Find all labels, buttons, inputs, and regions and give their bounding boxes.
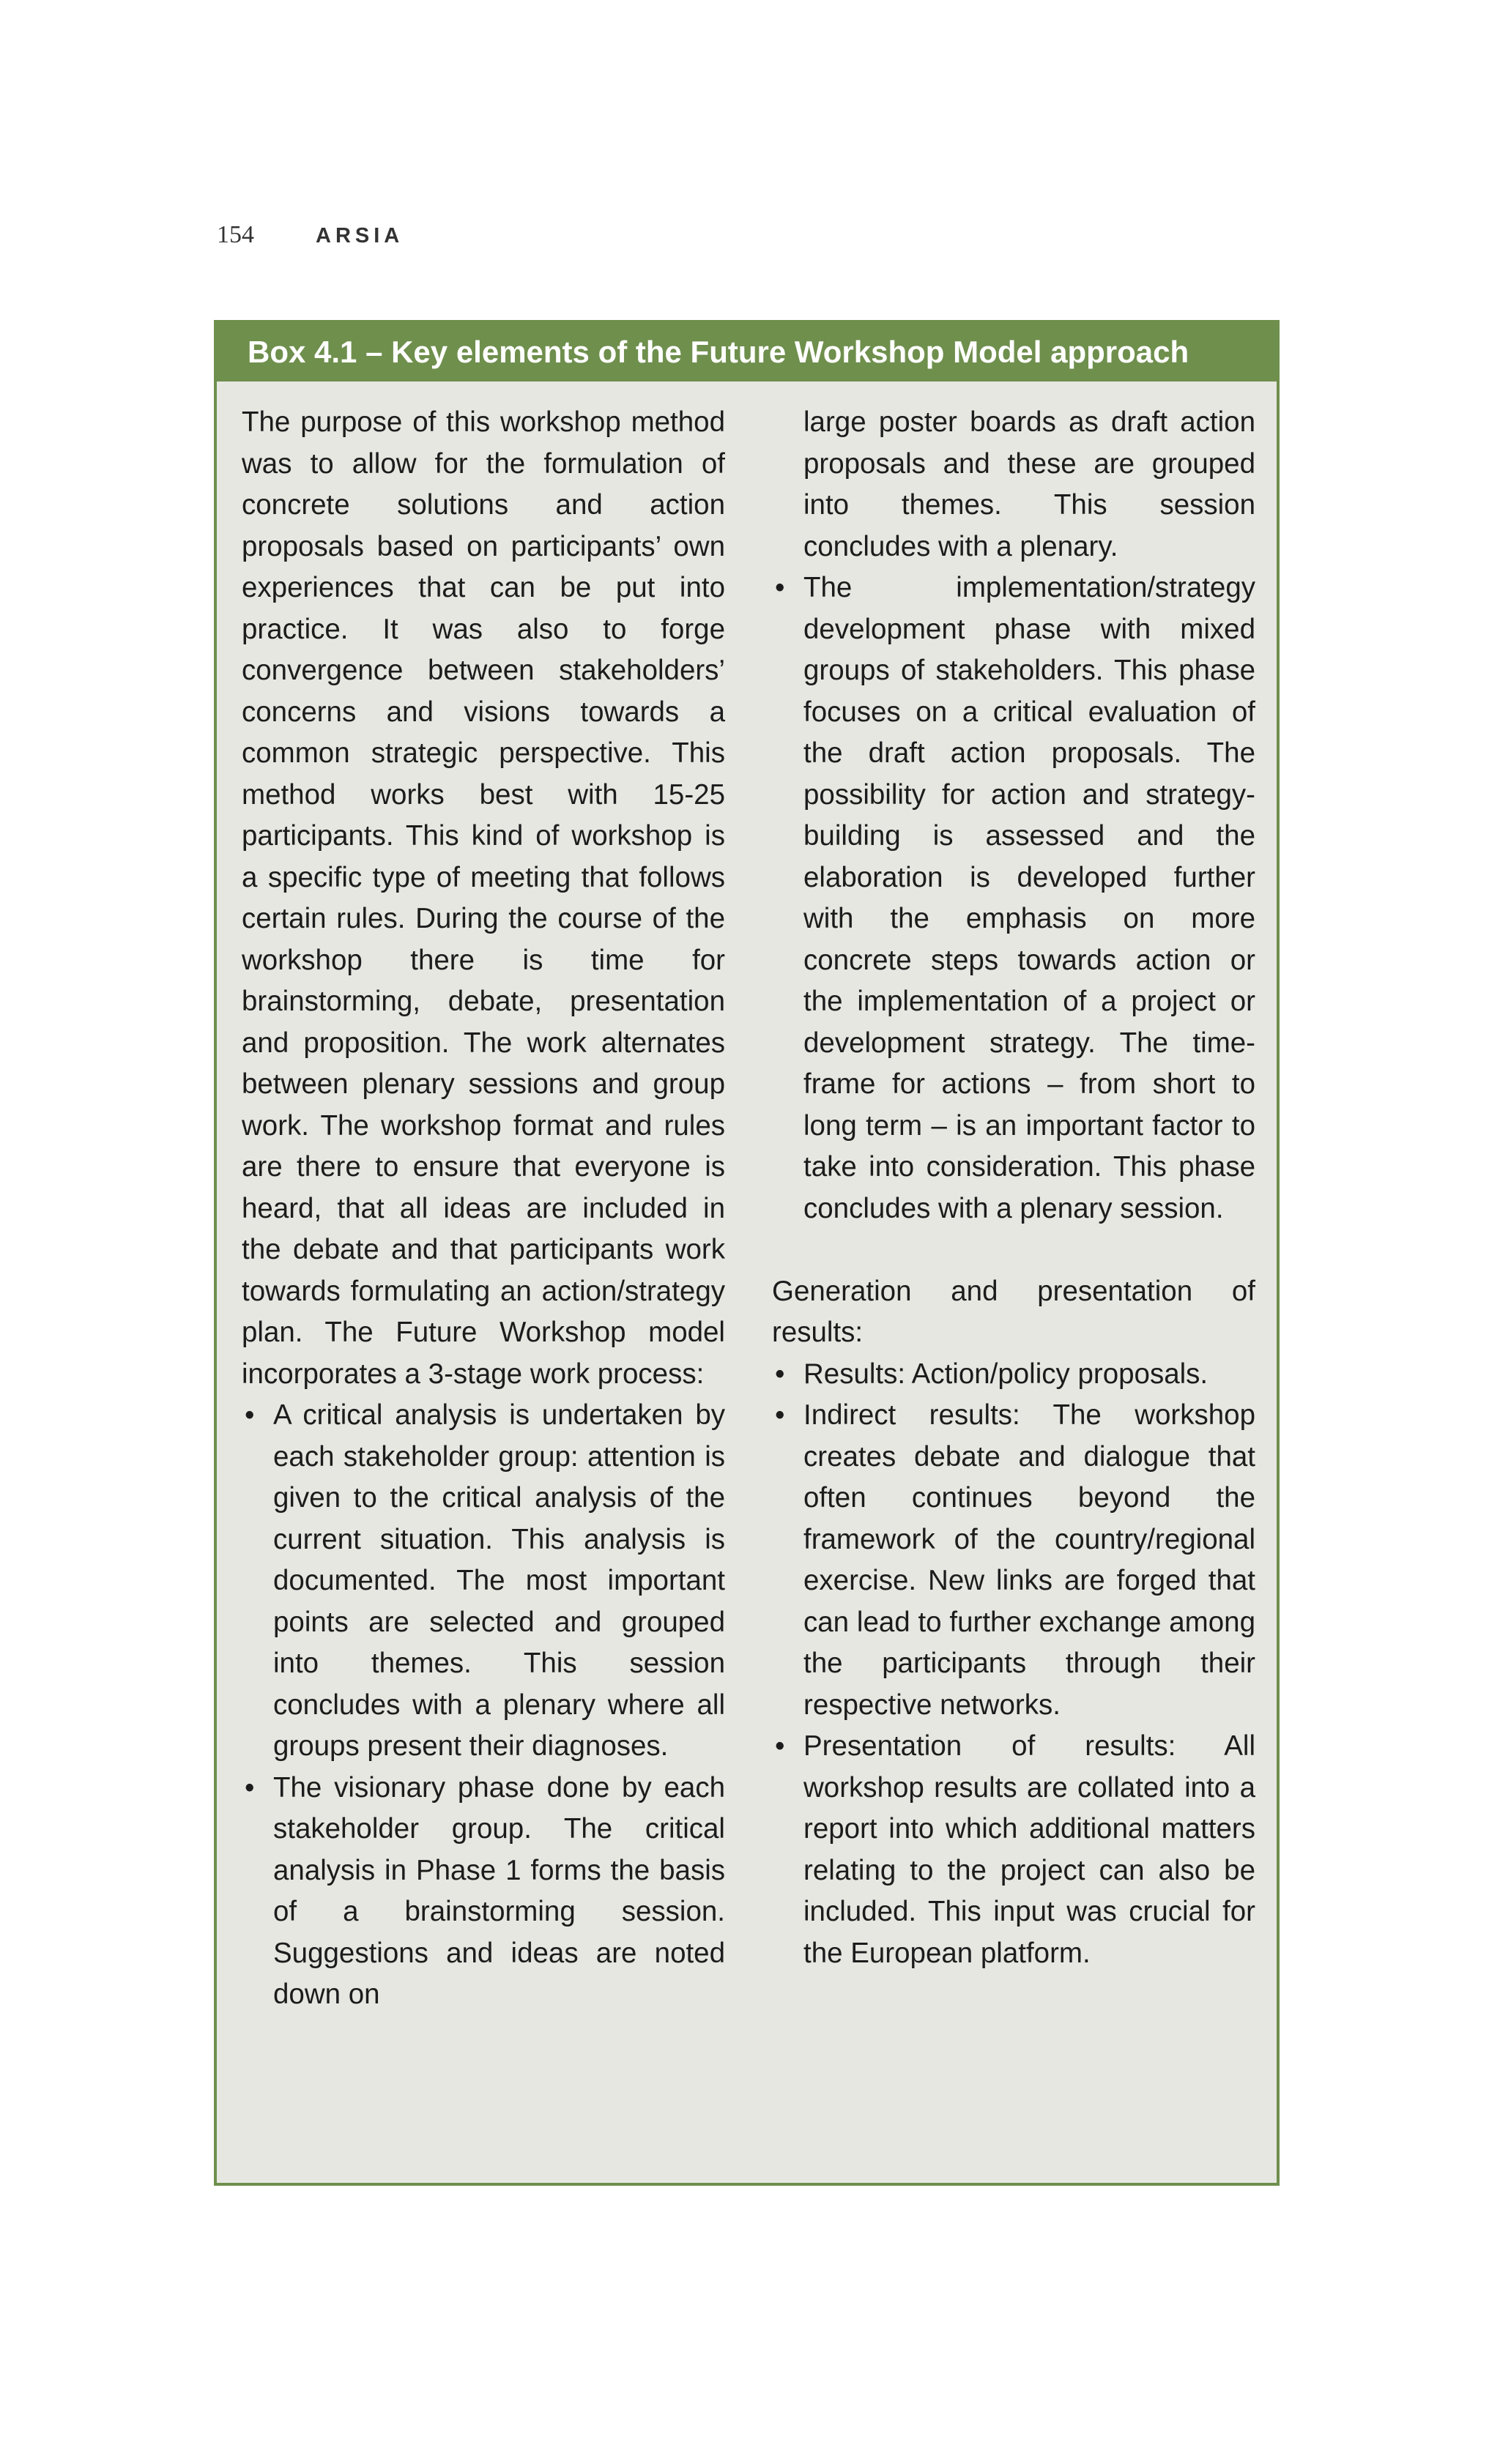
list-item-text: The visionary phase done by each stakeholder group. The critical analysis in Phase 1 forms the basis of a brainstorming session. Suggestions and ideas are noted down on — [273, 1771, 725, 2010]
list-item — [772, 1354, 1255, 1396]
list-item-text: The implementation/strategy development phase with mixed groups of stakeholders. This phase focuses on a critical evaluation of the draft action proposals. The possibility for action and strategy-building is assessed and the elaboration is developed further with the emphasis on more concrete steps towards action or the implementation of a project or development strategy. The time-frame for actions – from short to long term – is an important factor to take into consideration. This phase concludes with a plenary session. — [803, 572, 1255, 1224]
bullet-icon: • — [775, 1730, 785, 1762]
bullet-icon: • — [245, 1399, 255, 1431]
results-heading: Generation and presentation of results: — [772, 1275, 1255, 1348]
bullet-icon: • — [245, 1771, 255, 1804]
journal-name: ARSIA — [316, 224, 404, 247]
box-intro-paragraph: The purpose of this workshop method was to allow for the formulation of concrete solutions and action proposals based on participants’ own experiences that can be put into practice. It was also to forge convergence between stakeholders’ concerns and visions towards a common strategic perspective. This method works best with 15-25 participants. This kind of workshop is a specific type of meeting that follows certain rules. During the course of the workshop there is time for brainstorming, debate, presentation and proposition. The work alternates between plenary sessions and group work. The workshop format and rules are there to ensure that everyone is heard, that all ideas are included in the debate and that participants work towards formulating an action/strategy plan. The Future Workshop model incorporates a 3-stage work process: — [242, 406, 725, 1390]
running-head — [217, 221, 404, 258]
list-item-text: A critical analysis is undertaken by each stakeholder group: attention is given to the critical analysis of the current situation. This analysis is documented. The most important points are selected and grouped into themes. This session concludes with a plenary where all groups present their diagnoses. — [273, 1399, 725, 1762]
box-left-column — [242, 402, 725, 2016]
list-item-continuation: large poster boards as draft action proposals and these are grouped into themes. This session concludes with a plenary. — [803, 406, 1255, 562]
stage-list — [242, 1395, 725, 2016]
list-item — [772, 1395, 1255, 1726]
list-item — [772, 567, 1255, 1229]
list-item-text: Presentation of results: All workshop results are collated into a report into which additional matters relating to the project can also be included. This input was crucial for the European platform. — [803, 1730, 1255, 1969]
list-item-text: Indirect results: The workshop creates debate and dialogue that often continues beyond the framework of the country/regional exercise. New links are forged that can lead to further exchange among the participants through their respective networks. — [803, 1399, 1255, 1721]
bullet-icon: • — [775, 1399, 785, 1431]
list-item-text: Results: Action/policy proposals. — [803, 1358, 1208, 1390]
list-item — [242, 1395, 725, 1768]
bullet-icon: • — [775, 572, 785, 603]
list-item — [772, 1726, 1255, 1974]
stage-list-continued — [772, 567, 1255, 1229]
spacer — [772, 1229, 1255, 1271]
box-title: Box 4.1 – Key elements of the Future Workshop Model approach — [217, 323, 1277, 381]
results-list — [772, 1354, 1255, 1975]
info-box — [214, 320, 1280, 2186]
page-number: 154 — [217, 221, 254, 248]
list-item — [242, 1768, 725, 2016]
bullet-icon: • — [775, 1358, 785, 1390]
box-right-column — [772, 402, 1255, 1974]
